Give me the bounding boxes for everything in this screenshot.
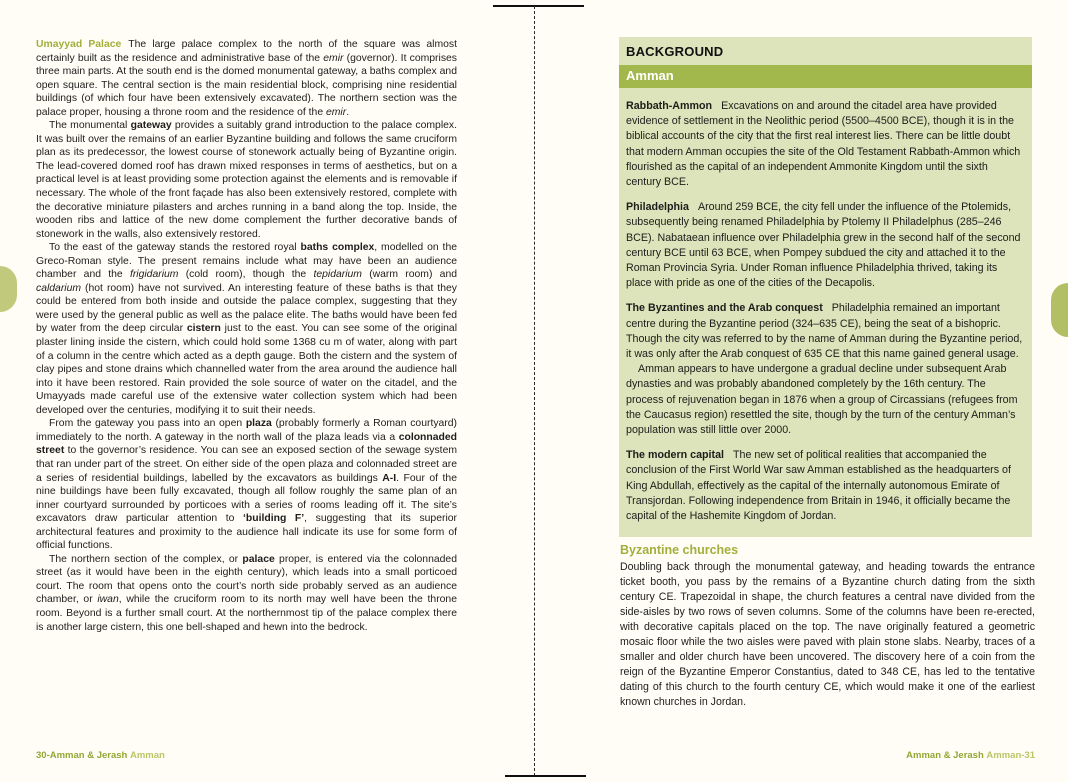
paragraph-byzantine-churches: Doubling back through the monumental gateway, and heading towards the entrance ticket booth, you pass by the remains of a Byzantine church dating from the sixth century CE. Trapezoidal in shape, the church features a central nave divided from the side-aisles by two rows of seven columns. Some of the columns have been re-erected, with decorative capitals placed on the top. The nave originally featured a geometric mosaic floor while the two aisles were paved with plain stone slabs. Nearby, traces of a smaller and older church have been uncovered. The discovery here of a coin from the reign of the Byzantine Emperor Constantius, dated to 348 CE, has led to the tentative dating of this church to the fourth century CE, which would make it one of the earliest known churches in Jordan. (620, 561, 1035, 708)
background-box-subtitle-band: Amman (619, 65, 1032, 88)
crop-mark-bottom (505, 775, 586, 777)
paragraph-umayyad-palace: Umayyad Palace The large palace complex to the north of the square was almost certainly built as the residence and administrative base of the emir (governor). It comprises three main parts. At the south end is the domed monumental gateway, a baths complex and open square. The central section is the main residential block, comprising nine residential buildings (of which four have been extensively excavated). The northern section was the palace proper, housing a throne room and the residence of the emir. (36, 39, 457, 118)
footer-section-page-label: Amman-31 (986, 750, 1035, 761)
paragraph-philadelphia: Philadelphia Around 259 BCE, the city fell under the influence of the Ptolemids, subsequently being renamed Philadelphia by Ptolemy II Philadelphus (285–246 BCE). Nabataean influence over Philadelphia grew in the second half of the second century BCE until 63 BCE, when Pompey subdued the city and attached it to the Roman Provincia Syria. Under Roman influence Philadelphia thrived, taking its place with pride as one of the cities of the Decapolis. (626, 201, 1021, 290)
paragraph-modern-capital: The modern capital The new set of political realities that accompanied the conclusion of the First World War saw Amman established as the headquarters of King Abdullah, effectively as the capital of the internally autonomous Emirate of Transjordan. Following independence from Britain in 1946, it officially became the capital of the Hashemite Kingdom of Jordan. (626, 449, 1011, 523)
paragraph-byzantines-arab-conquest: The Byzantines and the Arab conquest Philadelphia remained an important centre during the Byzantine period (324–635 CE), being the seat of a bishopric. Though the city was referred to by the name of Amman during the Byzantine period, it was only after the Arab conquest of 635 CE that this name gained general usage. (626, 302, 1023, 361)
background-box-body (619, 88, 1032, 524)
byzantine-churches-section (620, 543, 1035, 710)
right-thumb-tab (1051, 283, 1068, 337)
paragraph-open-plaza: From the gateway you pass into an open plaza (probably formerly a Roman courtyard) immediately to the north. A gateway in the north wall of the plaza leads via a colonnaded street to the governor’s residence. You can see an exposed section of the sewage system that ran under part of the street. On either side of the open plaza and colonnaded street are a series of residential buildings, labelled by the excavators as buildings A-I. Four of the nine buildings have been fully excavated, though all follow roughly the same plan of an inner courtyard surrounded by porticoes with a series of rooms leading off it. The site’s excavators draw particular attention to ‘building F’, suggesting that its superior architectural features and proximity to the audience hall indicate its use for some form of official functions. (36, 418, 458, 552)
paragraph-rabbath-ammon: Rabbath-Ammon Excavations on and around the citadel area have provided evidence of settlement in the Neolithic period (5500–4500 BCE), though it is in the biblical accounts of the city that the first real interest lies. There can be little doubt that modern Amman occupies the site of the Old Testament Rabbath-Ammon which flourished as the capital of an independent Ammonite Kingdom until the sixth century BCE. (626, 100, 1021, 189)
left-thumb-tab (0, 266, 17, 312)
footer-chapter-label: Amman & Jerash (906, 750, 984, 761)
right-page-footer (620, 750, 1035, 761)
background-box (619, 37, 1032, 537)
left-page-text-column (36, 38, 457, 634)
footer-chapter-label: 30-Amman & Jerash (36, 750, 128, 761)
paragraph-baths-complex: To the east of the gateway stands the restored royal baths complex, modelled on the Greco-Roman style. The present remains include what may have been an audience chamber and the frigidarium (cold room), though the tepidarium (warm room) and caldarium (hot room) have not survived. An interesting feature of these baths is that they could be entered from both inside and outside the palace complex, suggesting that they were used by the general public as well as the palace elite. The baths would have been fed by water from the deep circular cistern just to the east. You can see some of the original plaster lining inside the cistern, which could hold some 1368 cu m of water, along with part of a column in the centre which acted as a depth gauge. Both the cistern and the system of clay pipes and stone drains which channelled water from the area around the audience hall into it have been restored. Rain provided the sole source of water on the citadel, and the Umayyads made careful use of the extensive water collection system which had been developed over the centuries, modifying it to suit their needs. (36, 242, 458, 416)
left-page-footer (36, 750, 165, 761)
paragraph-monumental-gateway: The monumental gateway provides a suitably grand introduction to the palace complex. It was built over the remains of an earlier Byzantine building and follows the same cruciform plan as its predecessor, the lowest course of stonework actually being of Byzantine origin. The lead-covered domed roof has drawn mixed responses in terms of aesthetics, but on a practical level is at least providing some protection against the elements and is removable if necessary. The whole of the front façade has also been extensively restored, complete with the decorative miniature pilasters and arches running in a band along the top. Inside, the wooden ribs and lattice of the new dome complement the further decorative bands of stonework in the walls, also extensively restored. (36, 120, 457, 240)
paragraph-amman-decline: Amman appears to have undergone a gradual decline under subsequent Arab dynasties and was probably abandoned completely by the 16th century. The process of rejuvenation began in 1876 when a group of Circassians (refugees from the Caucasus region) resettled the site, though by the turn of the century Amman’s population was still little over 2000. (626, 363, 1018, 437)
crop-mark-top (493, 5, 584, 7)
fold-dashed-line (534, 6, 535, 776)
background-box-title: BACKGROUND (626, 44, 724, 59)
footer-section-label: Amman (130, 750, 165, 761)
byzantine-churches-heading: Byzantine churches (620, 543, 739, 557)
paragraph-palace-proper: The northern section of the complex, or palace proper, is entered via the colonnaded street (as it would have been in the eighth century), which leads into a small porticoed court. The room that opens onto the court’s north side probably served as an audience chamber, or iwan, while the cruciform room to its north may well have been the throne room. Beyond is a further small court. At the northernmost tip of the palace complex there is another large cistern, this one bell-shaped and hewn into the bedrock. (36, 553, 457, 633)
